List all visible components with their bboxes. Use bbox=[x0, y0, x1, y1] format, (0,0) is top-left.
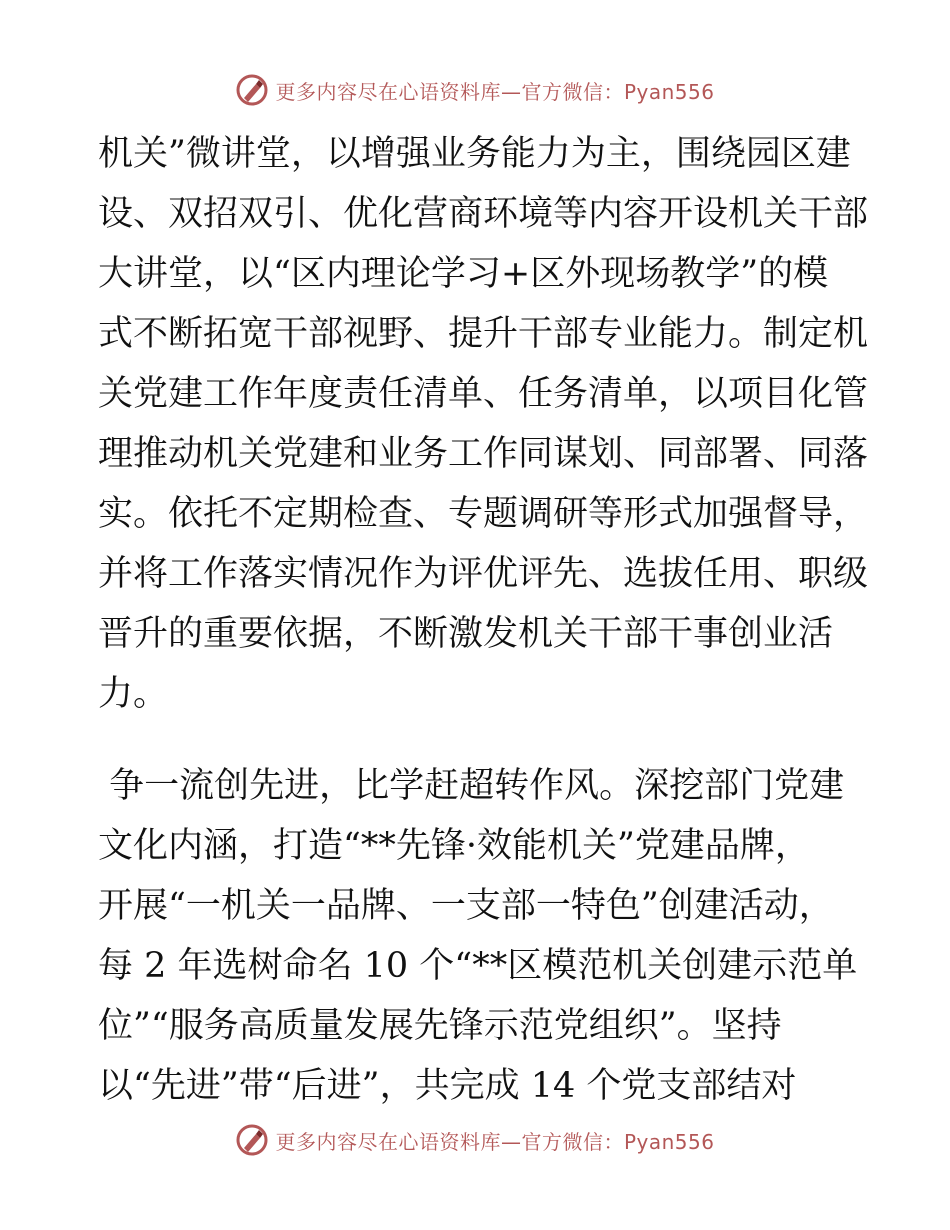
text-line: 关党建工作年度责任清单、任务清单，以项目化管 bbox=[98, 374, 869, 414]
pen-logo-icon bbox=[235, 73, 269, 107]
text-line: 每 2 年选树命名 10 个“**区模范机关创建示范单 bbox=[98, 946, 858, 986]
text-line: 文化内涵，打造“**先锋·效能机关”党建品牌， bbox=[98, 826, 810, 866]
text-line: 式不断拓宽干部视野、提升干部专业能力。制定机 bbox=[98, 314, 869, 354]
watermark-header bbox=[0, 72, 950, 108]
watermark-text: 更多内容尽在心语资料库—官方微信：Pyan556 bbox=[275, 79, 715, 104]
watermark-text: 更多内容尽在心语资料库—官方微信：Pyan556 bbox=[275, 1129, 715, 1154]
text-line: 以“先进”带“后进”，共完成 14 个党支部结对 bbox=[98, 1066, 797, 1106]
text-line: 设、双招双引、优化营商环境等内容开设机关干部 bbox=[98, 194, 869, 234]
text-line: 实。依托不定期检查、专题调研等形式加强督导， bbox=[98, 494, 869, 534]
text-line: 力。 bbox=[98, 674, 169, 714]
paragraph-spacer bbox=[98, 724, 850, 756]
document-body bbox=[98, 124, 869, 1116]
paragraph bbox=[98, 756, 858, 1116]
text-line: 开展“一机关一品牌、一支部一特色”创建活动， bbox=[98, 886, 834, 926]
text-line: 理推动机关党建和业务工作同谋划、同部署、同落 bbox=[98, 434, 869, 474]
text-line: 机关”微讲堂，以增强业务能力为主，围绕园区建 bbox=[98, 134, 851, 174]
watermark-footer bbox=[0, 1122, 950, 1158]
text-line: 大讲堂，以“区内理论学习+区外现场教学”的模 bbox=[98, 254, 829, 294]
text-line: 争一流创先进，比学赶超转作风。深挖部门党建 bbox=[98, 766, 845, 806]
paragraph bbox=[98, 124, 869, 724]
pen-logo-icon bbox=[235, 1123, 269, 1157]
text-line: 晋升的重要依据，不断激发机关干部干事创业活 bbox=[98, 614, 834, 654]
text-line: 并将工作落实情况作为评优评先、选拔任用、职级 bbox=[98, 554, 869, 594]
text-line: 位”“服务高质量发展先锋示范党组织”。坚持 bbox=[98, 1006, 782, 1046]
